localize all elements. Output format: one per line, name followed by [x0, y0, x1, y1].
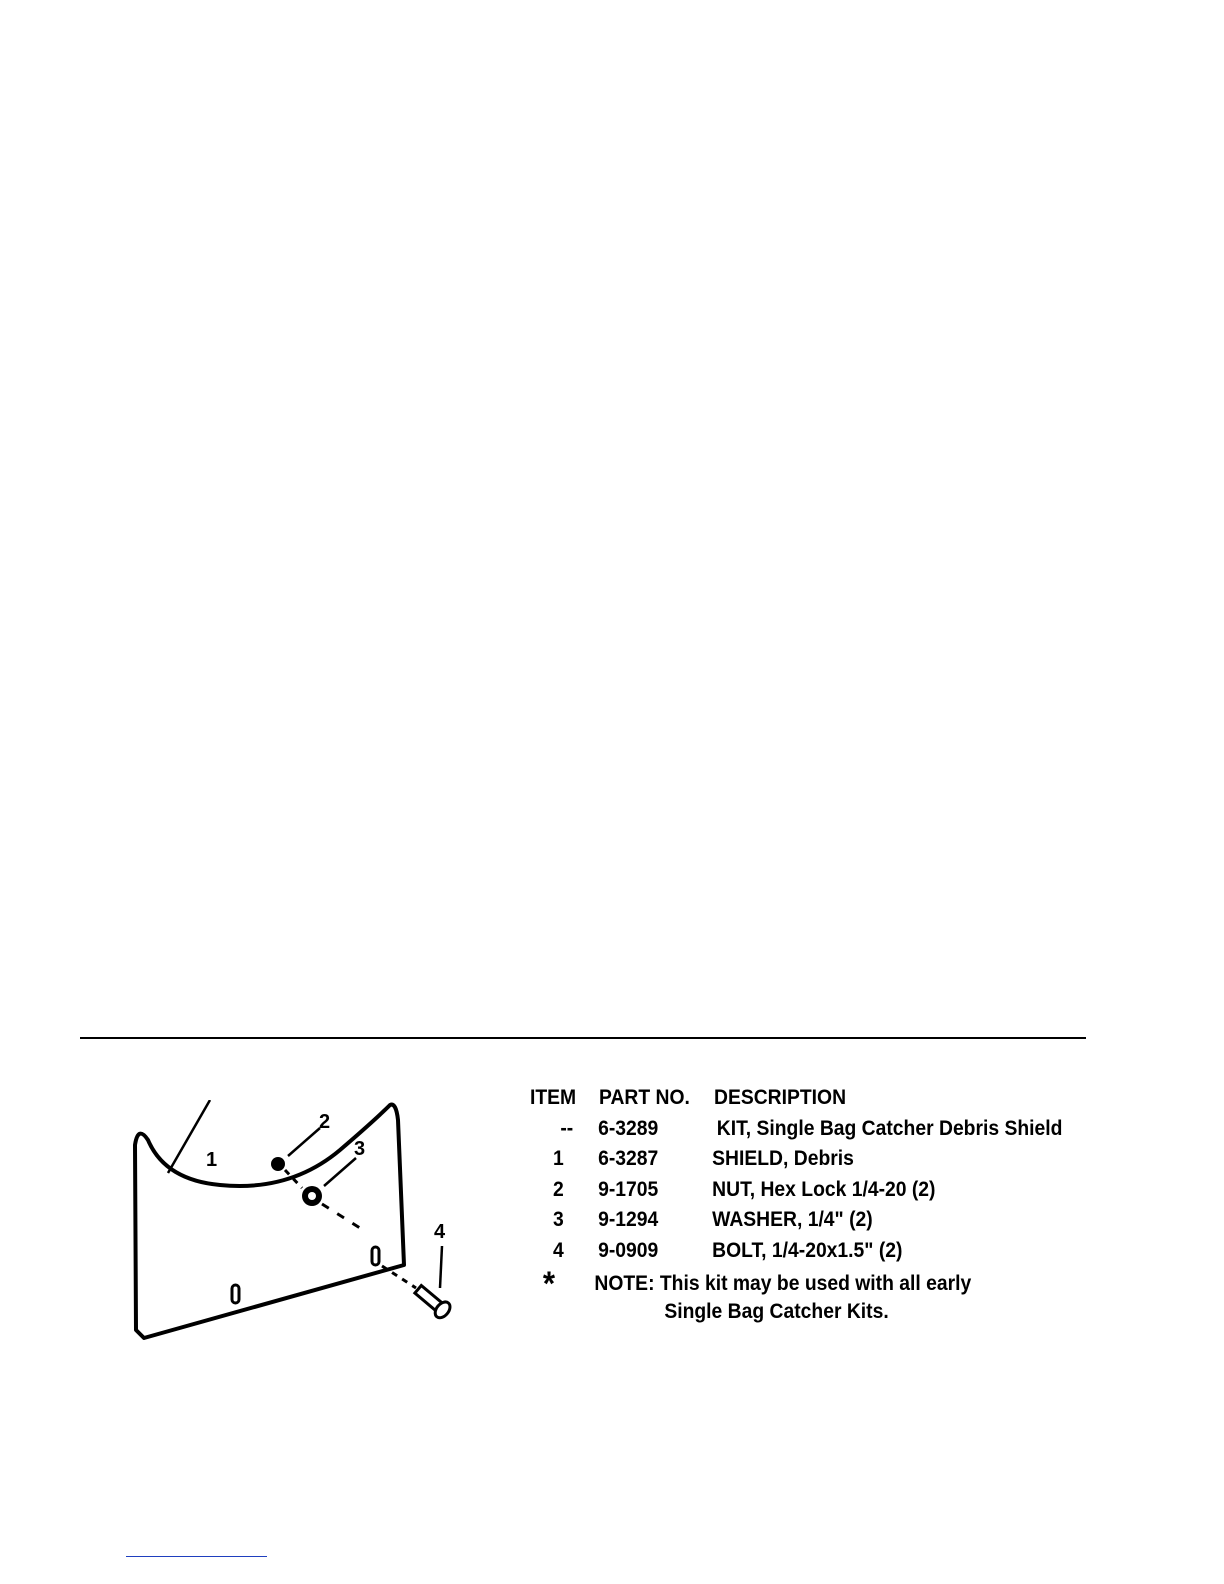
debris-shield-diagram — [120, 1100, 480, 1370]
horizontal-divider — [80, 1037, 1086, 1039]
item-number: -- — [560, 1116, 574, 1140]
part-description: SHIELD, Debris — [712, 1147, 854, 1170]
header-item: ITEM — [530, 1086, 577, 1109]
parts-row — [530, 1205, 1054, 1236]
header-description: DESCRIPTION — [714, 1086, 847, 1109]
parts-row — [530, 1144, 1054, 1175]
hex-lock-nut — [271, 1157, 285, 1171]
part-number: 9-1294 — [598, 1208, 659, 1231]
note-line-1: NOTE: This kit may be used with all early — [594, 1272, 972, 1295]
part-number: 9-1705 — [598, 1177, 659, 1201]
item-number: 4 — [553, 1238, 564, 1262]
part-number: 6-3289 — [598, 1116, 659, 1140]
item-number: 1 — [553, 1147, 564, 1170]
part-description: WASHER, 1/4" (2) — [712, 1208, 873, 1231]
part-description: BOLT, 1/4-20x1.5" (2) — [712, 1238, 903, 1262]
part-description: KIT, Single Bag Catcher Debris Shield — [716, 1116, 1063, 1140]
parts-row — [530, 1175, 1054, 1206]
callout-1: 1 — [206, 1149, 218, 1171]
note-line-2: Single Bag Catcher Kits. — [664, 1300, 889, 1323]
bolt — [412, 1282, 453, 1320]
note-asterisk-icon: * — [542, 1265, 556, 1303]
callout-2: 2 — [319, 1111, 331, 1133]
part-number: 6-3287 — [598, 1147, 659, 1170]
parts-row — [530, 1114, 1063, 1145]
callout-4: 4 — [434, 1221, 446, 1243]
footer-underline — [126, 1556, 267, 1557]
item-number: 3 — [553, 1208, 564, 1231]
header-part-no: PART NO. — [599, 1086, 690, 1109]
parts-row — [530, 1236, 1054, 1267]
parts-list-header — [530, 1083, 1054, 1114]
item-number: 2 — [553, 1177, 564, 1201]
callout-3: 3 — [354, 1138, 366, 1160]
part-number: 9-0909 — [598, 1238, 659, 1262]
part-description: NUT, Hex Lock 1/4-20 (2) — [712, 1177, 936, 1201]
parts-list — [530, 1083, 1063, 1323]
